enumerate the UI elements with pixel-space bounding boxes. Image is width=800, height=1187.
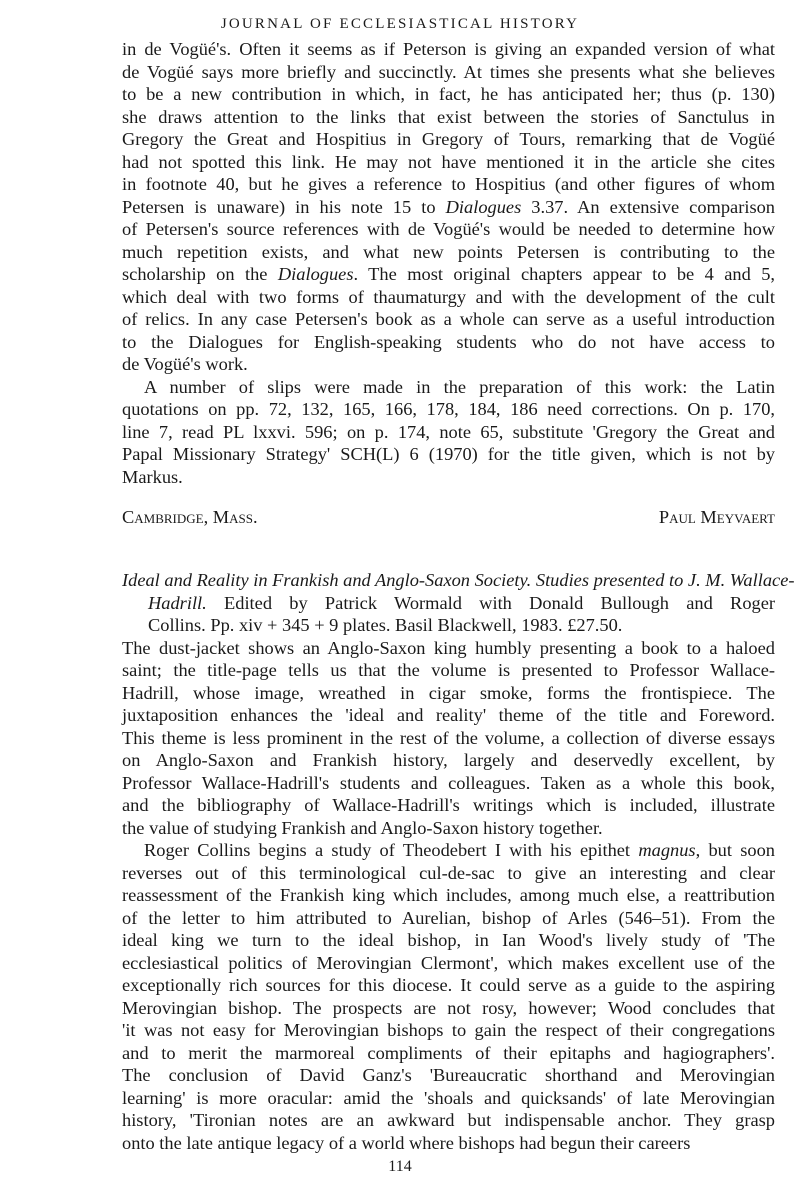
text-line: line 7, read PL lxxvi. 596; on p. 174, note 65, substitute 'Gregory the Great and <box>122 421 775 442</box>
text-line: reassessment of the Frankish king which includes, among much else, a reattribution <box>122 885 775 905</box>
text-line: exceptionally rich sources for this diocese. It could serve as a guide to the aspiring <box>122 975 775 995</box>
text-line: which deal with two forms of thaumaturgy and with the development of the cult <box>122 286 775 307</box>
text-line: de Vogüé's work. <box>122 354 248 374</box>
text-line: learning' is more oracular: amid the 'shoals and quicksands' of late Merovingian <box>122 1087 775 1108</box>
text-line: Merovingian bishop. The prospects are not rosy, however; Wood concludes that <box>122 997 775 1018</box>
review1-paragraph-1 <box>122 38 775 376</box>
text-line: Papal Missionary Strategy' SCH(L) 6 (1970) for the title given, which is not by <box>122 444 775 464</box>
text-line: of Petersen's source references with de Vogüé's would be needed to determine how <box>122 219 775 239</box>
text-line: juxtaposition enhances the 'ideal and reality' theme of the title and Foreword. <box>122 705 775 725</box>
text-line: scholarship on the Dialogues. The most original chapters appear to be 4 and 5, <box>122 264 775 284</box>
text-line: history, 'Tironian notes are an awkward but indispensable anchor. They grasp <box>122 1110 775 1130</box>
text-line: saint; the title-page tells us that the volume is presented to Professor Wallace- <box>122 660 775 680</box>
text-line: A number of slips were made in the preparation of this work: the Latin <box>144 376 775 397</box>
text-line: This theme is less prominent in the rest of the volume, a collection of diverse essays <box>122 727 775 748</box>
text-line: of relics. In any case Petersen's book as a whole can serve as a useful introduction <box>122 309 775 329</box>
review2-paragraph-1 <box>122 637 775 840</box>
text-line: onto the late antique legacy of a world where bishops had begun their careers <box>122 1132 691 1153</box>
text-line: Gregory the Great and Hospitius in Gregory of Tours, remarking that de Vogüé <box>122 129 775 149</box>
review1-paragraph-2 <box>122 376 775 489</box>
reviewer-name: Paul Meyvaert <box>658 507 775 527</box>
signature-line <box>122 506 775 529</box>
heading-line: Ideal and Reality in Frankish and Anglo-Saxon Society. Studies presented to J. M. Wallace- <box>122 570 795 590</box>
text-line: Markus. <box>122 466 183 487</box>
text-line: to the Dialogues for English-speaking students who do not have access to <box>122 331 775 352</box>
text-line: and to merit the marmoreal compliments of their epitaphs and hagiographers'. <box>122 1042 775 1063</box>
page-number: 114 <box>388 1158 412 1175</box>
text-line: reverses out of this terminological cul-de-sac to give an interesting and clear <box>122 862 775 883</box>
text-line: The dust-jacket shows an Anglo-Saxon king humbly presenting a book to a haloed <box>122 637 775 658</box>
text-line: in de Vogüé's. Often it seems as if Peterson is giving an expanded version of what <box>122 39 775 59</box>
text-line: Professor Wallace-Hadrill's students and colleagues. Taken as a whole this book, <box>122 772 775 793</box>
text-line: Roger Collins begins a study of Theodebert I with his epithet magnus, but soon <box>144 840 775 860</box>
text-line: 'it was not easy for Merovingian bishops to gain the respect of their congregations <box>122 1020 775 1040</box>
text-line: Hadrill, whose image, wreathed in cigar smoke, forms the frontispiece. The <box>122 682 775 703</box>
running-header: JOURNAL OF ECCLESIASTICAL HISTORY <box>220 16 580 32</box>
text-line: to be a new contribution in which, in fact, he has anticipated her; thus (p. 130) <box>122 84 775 104</box>
text-line: in footnote 40, but he gives a reference to Hospitius (and other figures of whom <box>122 174 775 194</box>
text-line: ideal king we turn to the ideal bishop, in Ian Wood's lively study of 'The <box>122 930 775 950</box>
text-line: she draws attention to the links that exist between the stories of Sanctulus in <box>122 106 775 127</box>
text-line: quotations on pp. 72, 132, 165, 166, 178, 184, 186 need corrections. On p. 170, <box>122 399 775 419</box>
text-line: the value of studying Frankish and Anglo-Saxon history together. <box>122 817 603 838</box>
text-line: The conclusion of David Ganz's 'Bureaucratic shorthand and Merovingian <box>122 1065 775 1085</box>
text-line: de Vogüé says more briefly and succinctly. At times she presents what she believes <box>122 61 775 82</box>
text-line: had not spotted this link. He may not have mentioned it in the article she cites <box>122 151 775 172</box>
heading-line: Hadrill. Edited by Patrick Wormald with Donald Bullough and Roger <box>148 592 775 613</box>
text-line: and the bibliography of Wallace-Hadrill's writings which is included, illustrate <box>122 795 775 815</box>
text-line: Petersen is unaware) in his note 15 to Dialogues 3.37. An extensive comparison <box>122 196 775 217</box>
review2-book-heading <box>122 569 795 637</box>
reviewer-place: Cambridge, Mass. <box>122 507 258 527</box>
text-line: on Anglo-Saxon and Frankish history, largely and deservedly excellent, by <box>122 750 775 770</box>
text-line: of the letter to him attributed to Aurelian, bishop of Arles (546–51). From the <box>122 907 775 928</box>
review2-paragraph-2 <box>122 839 775 1154</box>
text-line: ecclesiastical politics of Merovingian Clermont', which makes excellent use of the <box>122 952 775 973</box>
heading-line: Collins. Pp. xiv + 345 + 9 plates. Basil Blackwell, 1983. £27.50. <box>148 615 623 635</box>
text-line: much repetition exists, and what new points Petersen is contributing to the <box>122 241 775 262</box>
